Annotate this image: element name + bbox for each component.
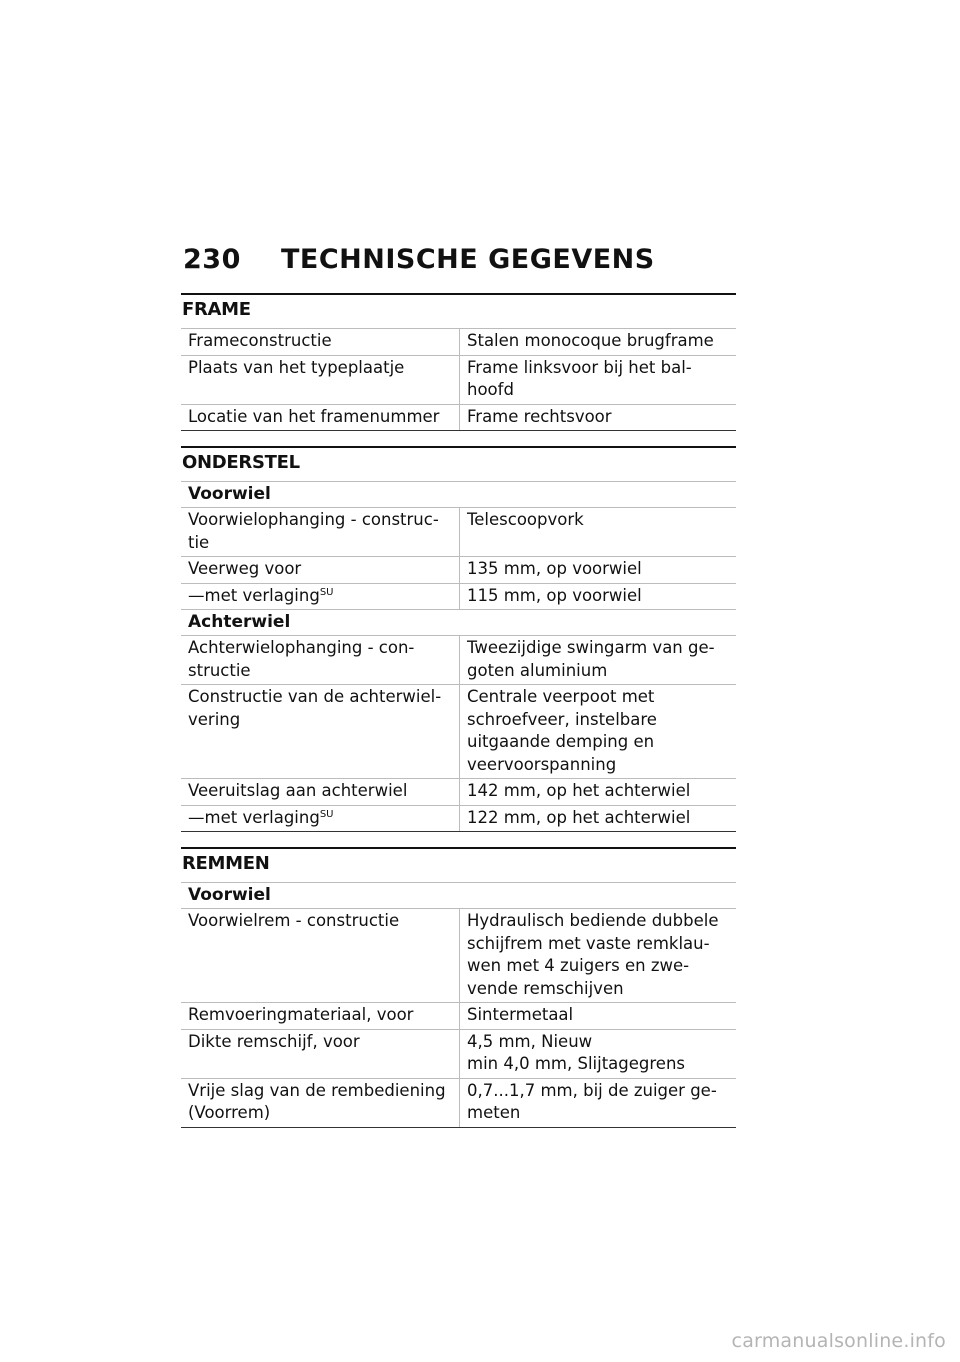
footnote-marker: SU (319, 586, 334, 598)
table-row (181, 329, 736, 356)
section-title: FRAME (181, 293, 736, 328)
table-row (181, 508, 736, 557)
spec-table (181, 328, 736, 430)
table-row (181, 355, 736, 404)
section-divider (181, 831, 736, 832)
spec-value: Telescoopvork (460, 508, 737, 557)
spec-value: 142 mm, op het achterwiel (460, 779, 737, 806)
table-row (181, 779, 736, 806)
spec-value: 135 mm, op voorwiel (460, 557, 737, 584)
table-row (181, 557, 736, 584)
section-onderstel (181, 446, 736, 832)
page-number: 230 (183, 244, 241, 275)
watermark: carmanualsonline.info (731, 1330, 946, 1352)
table-row (181, 1078, 736, 1127)
section-title: REMMEN (181, 847, 736, 882)
table-row (181, 1029, 736, 1078)
spec-value: Frame rechtsvoor (460, 404, 737, 430)
spec-key: Achterwielophanging - con- structie (181, 636, 460, 685)
section-frame (181, 293, 736, 431)
table-row (181, 583, 736, 609)
spec-value: Frame linksvoor bij het bal- hoofd (460, 355, 737, 404)
table-row (181, 1003, 736, 1030)
spec-value: Tweezijdige swingarm van ge- goten aluminium (460, 636, 737, 685)
spec-key-text: —met verlaging (188, 807, 320, 827)
section-remmen (181, 847, 736, 1128)
spec-key: Frameconstructie (181, 329, 460, 356)
spec-value: Hydraulisch bediende dubbele schijfrem met vaste remklau- wen met 4 zuigers en zwe- vende remschijven (460, 909, 737, 1003)
spec-value: 0,7...1,7 mm, bij de zuiger ge- meten (460, 1078, 737, 1127)
spec-key (181, 583, 460, 609)
spec-key: Plaats van het typeplaatje (181, 355, 460, 404)
spec-table (181, 507, 736, 609)
table-row (181, 636, 736, 685)
table-row (181, 805, 736, 831)
spec-key: Veeruitslag aan achterwiel (181, 779, 460, 806)
table-row (181, 685, 736, 779)
spec-key: Locatie van het framenummer (181, 404, 460, 430)
section-divider (181, 1127, 736, 1128)
spec-key: Voorwielrem - constructie (181, 909, 460, 1003)
spec-value: Centrale veerpoot met schroefveer, instelbare uitgaande demping en veervoorspanning (460, 685, 737, 779)
table-row (181, 404, 736, 430)
spec-key-text: —met verlaging (188, 585, 320, 605)
spec-key (181, 805, 460, 831)
section-title: ONDERSTEL (181, 446, 736, 481)
spec-key: Voorwielophanging - construc- tie (181, 508, 460, 557)
page-header (183, 244, 743, 275)
spec-key: Dikte remschijf, voor (181, 1029, 460, 1078)
subheading-voorwiel: Voorwiel (181, 481, 736, 507)
spec-key: Constructie van de achterwiel- vering (181, 685, 460, 779)
spec-value: 4,5 mm, Nieuw min 4,0 mm, Slijtagegrens (460, 1029, 737, 1078)
spec-key: Veerweg voor (181, 557, 460, 584)
spec-value: 115 mm, op voorwiel (460, 583, 737, 609)
table-row (181, 909, 736, 1003)
subheading-achterwiel: Achterwiel (181, 609, 736, 635)
spec-value: Sintermetaal (460, 1003, 737, 1030)
spec-content (181, 293, 736, 1143)
page-title: TECHNISCHE GEGEVENS (281, 244, 655, 275)
section-divider (181, 430, 736, 431)
spec-value: 122 mm, op het achterwiel (460, 805, 737, 831)
spec-key: Vrije slag van de rembediening (Voorrem) (181, 1078, 460, 1127)
subheading-voorwiel: Voorwiel (181, 882, 736, 908)
spec-value: Stalen monocoque brugframe (460, 329, 737, 356)
spec-table (181, 635, 736, 831)
spec-key: Remvoeringmateriaal, voor (181, 1003, 460, 1030)
spec-table (181, 908, 736, 1127)
footnote-marker: SU (319, 808, 334, 820)
